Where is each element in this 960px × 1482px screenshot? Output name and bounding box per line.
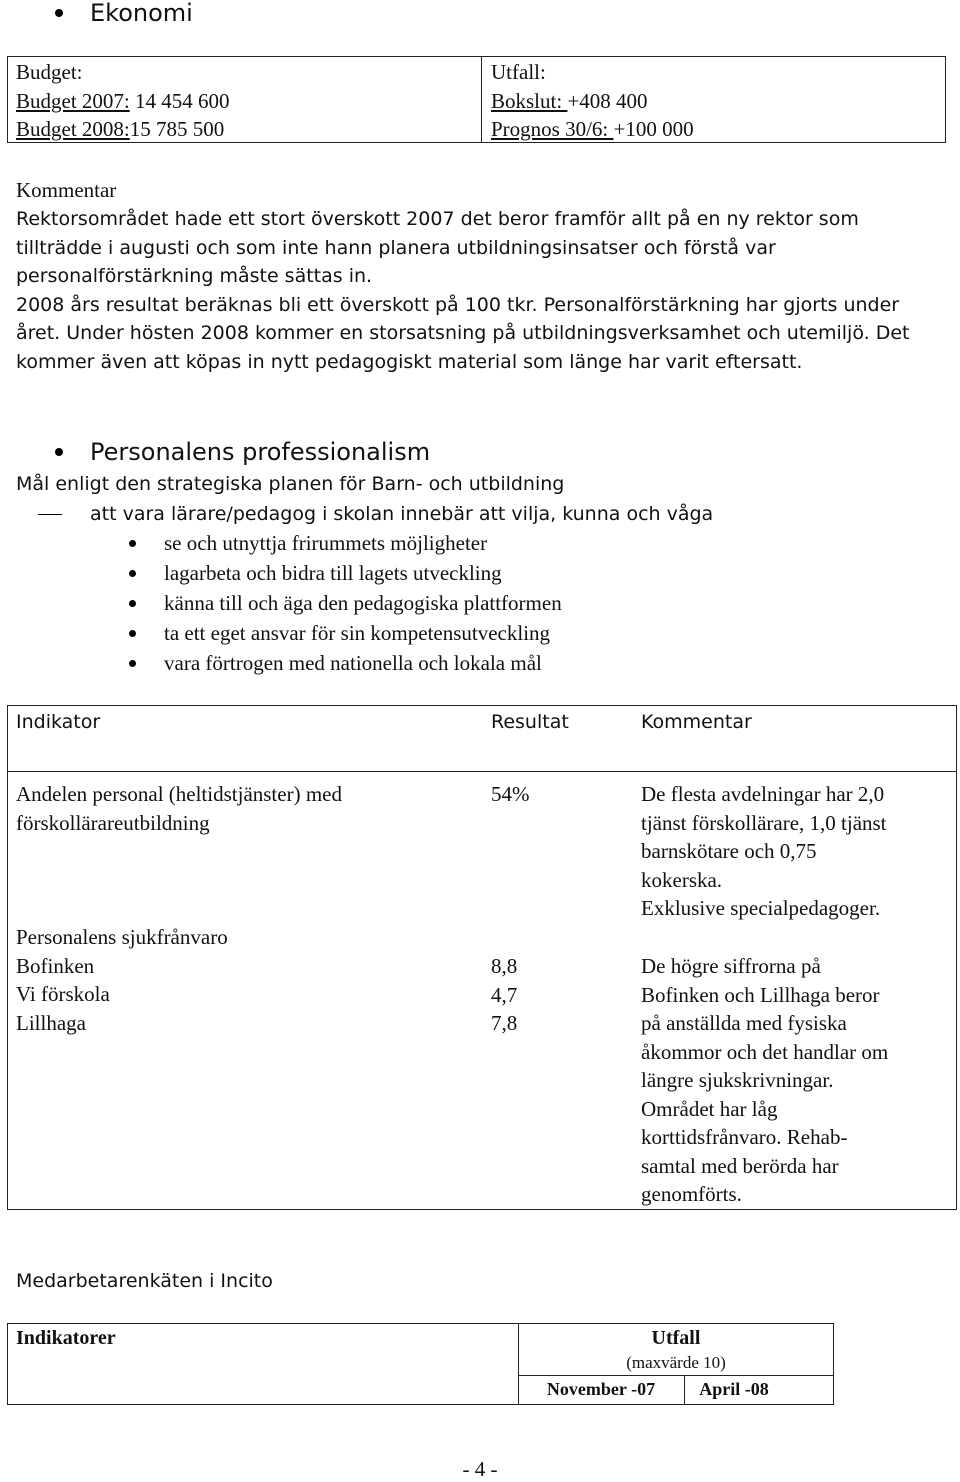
survey-col-april: April -08 <box>699 1379 769 1399</box>
survey-title: Medarbetarenkäten i Incito <box>16 1270 273 1292</box>
list-item: känna till och äga den pedagogiska plattformen <box>0 589 960 619</box>
bullet-icon <box>129 630 136 637</box>
comment-line: kommer även att köpas in nytt pedagogiskt material som länge har varit eftersatt. <box>16 350 803 373</box>
list-item: vara förtrogen med nationella och lokala mål <box>0 649 960 679</box>
dash-item: att vara lärare/pedagog i skolan innebär att vilja, kunna och våga <box>90 503 714 525</box>
budget-row-2007: Budget 2007: 14 454 600 <box>16 88 230 113</box>
bullet-icon <box>55 9 63 17</box>
row1-result: 54% <box>491 782 530 806</box>
section-title-professionalism: Personalens professionalism <box>90 438 431 466</box>
bullet-icon <box>129 570 136 577</box>
row1-indicator: Andelen personal (heltidstjänster) med förskollärareutbildning <box>16 782 342 835</box>
bullet-icon <box>129 660 136 667</box>
row2-result: 8,8 4,7 7,8 <box>491 954 518 1035</box>
dash-icon <box>38 514 62 515</box>
outcome-heading: Utfall: <box>491 60 546 84</box>
section-title-ekonomi: Ekonomi <box>90 0 193 27</box>
budget-cell <box>16 58 230 144</box>
list-item: lagarbeta och bidra till lagets utveckling <box>0 559 960 589</box>
goal-bullet-list <box>0 529 960 679</box>
outcome-row-prognos: Prognos 30/6: +100 000 <box>491 117 694 141</box>
comment-line: personalförstärkning måste sättas in. <box>16 265 373 287</box>
indicator-table-header-rule <box>7 771 957 772</box>
row2-comment: De högre siffrorna på Bofinken och Lillhaga beror på anställda med fysiska åkommor och det handlar om längre sjukskrivningar. Området har låg korttidsfrånvaro. Rehab- samtal med berörda har genomförts. <box>641 954 889 1206</box>
comment-line: Rektorsområdet hade ett stort överskott 2007 det beror framför allt på en ny rektor som <box>16 208 859 230</box>
survey-indicators-header: Indikatorer <box>16 1327 116 1349</box>
outcome-row-bokslut: Bokslut: +408 400 <box>491 88 648 113</box>
budget-heading: Budget: <box>16 60 83 84</box>
budget-row-2008: Budget 2008:15 785 500 <box>16 117 225 141</box>
list-item: ta ett eget ansvar för sin kompetensutveckling <box>0 619 960 649</box>
survey-col-november: November -07 <box>546 1379 656 1399</box>
comment-line: 2008 års resultat beräknas bli ett överskott på 100 tkr. Personalförstärkning har gjorts under <box>16 293 900 316</box>
survey-table-subheader-rule <box>518 1375 834 1376</box>
comment-line: året. Under hösten 2008 kommer en storsatsning på utbildningsverksamhet och utemiljö. Det <box>16 322 910 344</box>
goal-line: Mål enligt den strategiska planen för Barn- och utbildning <box>16 473 565 495</box>
comment-block <box>16 205 909 376</box>
budget-table-divider <box>481 56 482 143</box>
header-indicator: Indikator <box>16 711 101 733</box>
survey-max-note: (maxvärde 10) <box>626 1353 726 1372</box>
bullet-icon <box>129 600 136 607</box>
row1-comment: De flesta avdelningar har 2,0 tjänst förskollärare, 1,0 tjänst barnskötare och 0,75 kokerska. Exklusive specialpedagoger. <box>641 782 887 920</box>
bullet-icon <box>129 540 136 547</box>
header-result: Resultat <box>491 711 569 733</box>
header-comment: Kommentar <box>641 711 752 733</box>
page-number: - 4 - <box>462 1457 498 1481</box>
list-item: se och utnyttja frirummets möjligheter <box>0 529 960 559</box>
outcome-cell <box>491 58 694 144</box>
bullet-icon <box>55 448 63 456</box>
comment-heading: Kommentar <box>16 178 117 202</box>
survey-outcome-header: Utfall <box>651 1327 701 1349</box>
row2-indicator: Personalens sjukfrånvaro Bofinken Vi förskola Lillhaga <box>16 925 228 1035</box>
comment-line: tillträdde i augusti och som inte hann planera utbildningsinsatser och förstå var <box>16 236 776 259</box>
